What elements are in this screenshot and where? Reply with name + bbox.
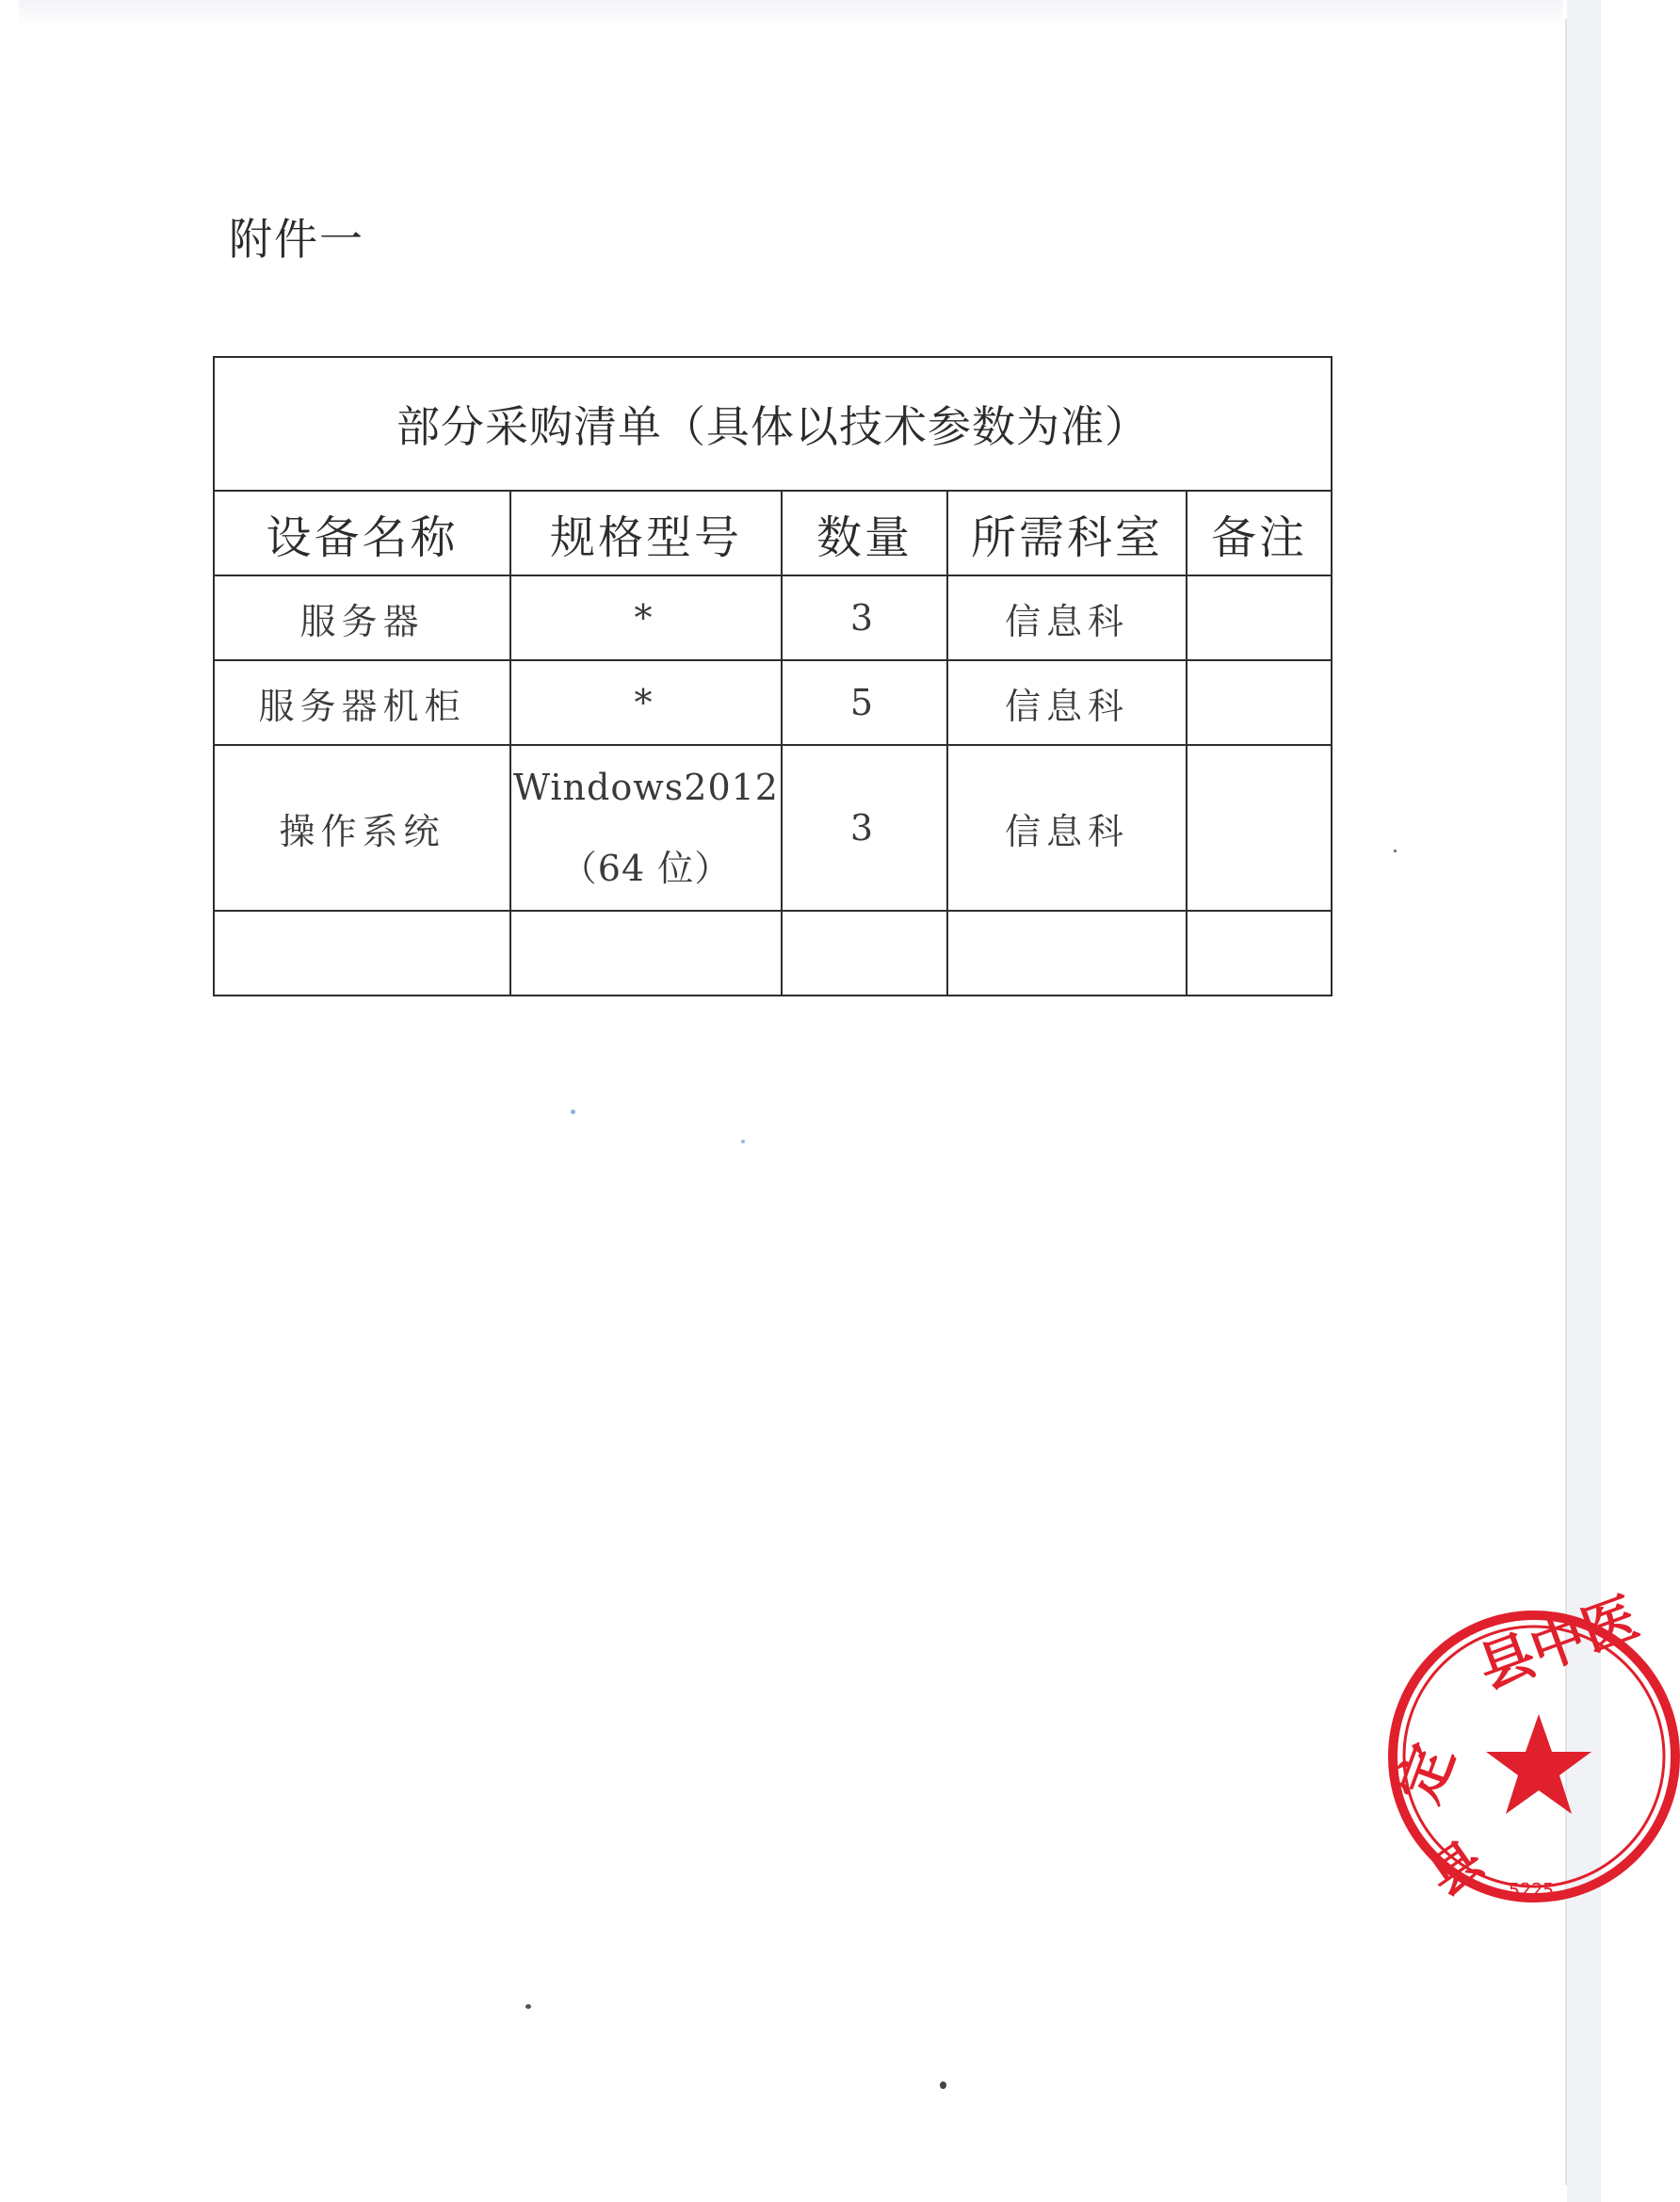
cell-department: 信息科 xyxy=(947,660,1187,745)
cell-department: 信息科 xyxy=(947,575,1187,660)
seal-text-top: 县中医 xyxy=(1470,1584,1647,1702)
scan-speck xyxy=(571,1109,575,1114)
attachment-label: 附件一 xyxy=(229,214,364,265)
header-model: 规格型号 xyxy=(510,491,782,575)
cell-model: * xyxy=(510,575,782,660)
cell-model xyxy=(510,745,782,911)
cell-remarks xyxy=(1187,660,1332,745)
table-row xyxy=(214,575,1332,660)
scan-speck xyxy=(940,2081,946,2089)
cell-quantity: 3 xyxy=(782,745,947,911)
table-row-empty xyxy=(214,911,1332,996)
cell-empty xyxy=(510,911,782,996)
header-device-name: 设备名称 xyxy=(214,491,510,575)
cell-empty xyxy=(1187,911,1332,996)
seal-text-left: 定 xyxy=(1385,1735,1467,1812)
cell-quantity: 3 xyxy=(782,575,947,660)
header-quantity: 数量 xyxy=(782,491,947,575)
cell-device-name: 操作系统 xyxy=(214,745,510,911)
cell-empty xyxy=(782,911,947,996)
scan-top-edge xyxy=(19,0,1563,28)
cell-remarks xyxy=(1187,745,1332,911)
model-line-1: Windows2012 xyxy=(513,767,779,808)
table-header-row xyxy=(214,491,1332,575)
table-title: 部分采购清单（具体以技术参数为准） xyxy=(214,357,1332,491)
cell-model: * xyxy=(510,660,782,745)
header-remarks: 备注 xyxy=(1187,491,1332,575)
cell-device-name: 服务器 xyxy=(214,575,510,660)
model-line-2: （64 位） xyxy=(560,848,732,889)
table-row xyxy=(214,660,1332,745)
official-seal-stamp xyxy=(1379,1584,1680,1908)
cell-empty xyxy=(947,911,1187,996)
scan-speck xyxy=(741,1140,745,1143)
cell-remarks xyxy=(1187,575,1332,660)
seal-text-bottom: 县 xyxy=(1417,1829,1494,1908)
scan-speck xyxy=(1394,850,1397,852)
seal-number: 5225 xyxy=(1509,1879,1555,1902)
cell-device-name: 服务器机柜 xyxy=(214,660,510,745)
table-title-row xyxy=(214,357,1332,491)
table-row xyxy=(214,745,1332,911)
scan-speck xyxy=(525,2004,531,2009)
cell-empty xyxy=(214,911,510,996)
seal-star-icon xyxy=(1486,1714,1591,1814)
header-department: 所需科室 xyxy=(947,491,1187,575)
cell-quantity: 5 xyxy=(782,660,947,745)
cell-department: 信息科 xyxy=(947,745,1187,911)
procurement-table xyxy=(213,356,1333,996)
